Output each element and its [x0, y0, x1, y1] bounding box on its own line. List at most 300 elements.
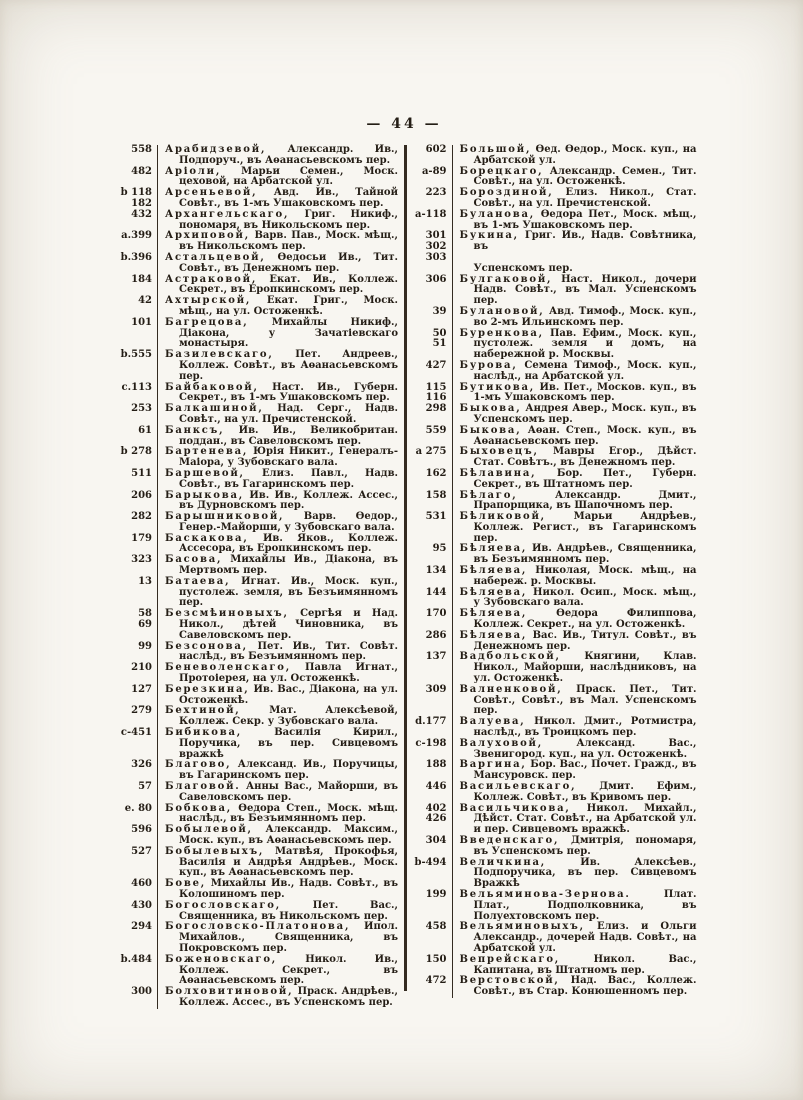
entry-surname: Ахтырской, [165, 295, 252, 307]
ref-number: 306 [425, 273, 447, 285]
entry-text [165, 879, 398, 901]
entry-details: Михайлы Ив., Надв. Совѣт., въ Колошиномъ пер. [179, 878, 398, 900]
ref-number: 101 [131, 316, 152, 328]
entry-details: Григ. Никиф., пономаря, въ Никольскомъ пер. [179, 208, 398, 231]
directory-entry [111, 642, 398, 664]
ref-number: 282 [131, 511, 152, 523]
entry-text [460, 922, 697, 954]
directory-entry [111, 728, 398, 760]
entry-surname: Безсмѣиновыхъ, [165, 608, 289, 620]
entry-surname: Бѣлавина, [459, 467, 537, 479]
entry-details: Пет. Андреев., Коллеж. Совѣт., въ Аѳанасьевскомъ пер. [179, 349, 398, 382]
entry-text [165, 782, 398, 804]
entry-details: Никол. Осип., Моск. мѣщ., у Зубовскаго вала. [473, 586, 697, 609]
entry-ref-numbers [411, 307, 452, 329]
entry-ref-numbers [111, 491, 157, 513]
directory-entry [111, 188, 398, 210]
directory-entry [111, 685, 398, 707]
ref-number: 13 [138, 575, 152, 587]
entry-surname: Бѣляева, [459, 608, 528, 620]
ref-number: 482 [131, 165, 152, 177]
entry-details: Праск. Андрѣев., Коллеж. Ассес., въ Успенскомъ пер. [179, 986, 398, 1008]
entry-ref-numbers [111, 555, 157, 577]
entry-details: Ив. Андрѣев., Священника, въ Безъимянномъ пер. [473, 543, 697, 566]
entry-body [452, 361, 697, 383]
ref-number: a-89 [421, 165, 447, 177]
directory-entry [111, 275, 398, 297]
directory-entry [411, 804, 697, 836]
entry-surname: Богословско-Платонова, [165, 921, 351, 933]
entry-details: Екат. Григ., Моск. мѣщ., на ул. Остоженкѣ. [179, 295, 398, 317]
entry-surname: Васильевскаго, [459, 781, 577, 793]
entry-details: Плат. Плат., Подполковника, въ Полуехтовскомъ пер. [473, 888, 697, 922]
directory-entry [111, 879, 398, 901]
entry-details: Никол. Вас., Капитана, въ Штатномъ пер. [473, 953, 697, 976]
entry-details: Андрея Авер., Моск. куп., въ Успенскомъ пер. [473, 403, 697, 425]
ref-number: 460 [131, 878, 152, 890]
entry-body [452, 631, 697, 653]
entry-details: Вас. Ив., Титул. Совѣт., въ Денежномъ пер. [473, 629, 697, 652]
directory-entry [111, 253, 398, 275]
entry-ref-numbers [111, 167, 157, 189]
entry-ref-numbers [411, 588, 452, 610]
entry-text [460, 231, 697, 253]
entry-text [460, 858, 697, 890]
entry-surname: Быкова, [459, 403, 522, 415]
entry-details: Ѳед. Ѳедор., Моск. куп., на Арбатской ул. [473, 144, 697, 166]
entry-text [165, 318, 398, 350]
entry-surname: Астраковой, [165, 273, 258, 285]
entry-body [157, 685, 398, 707]
entry-body [452, 329, 697, 361]
entry-body [452, 469, 697, 491]
entry-ref-numbers [411, 404, 452, 426]
ref-number: 427 [425, 359, 447, 371]
entry-surname: Боженовскаго, [165, 953, 278, 965]
directory-entry [411, 922, 697, 954]
column-divider-rule [404, 145, 407, 991]
directory-entry [411, 652, 697, 684]
entry-details: Дмитрія, пономаря, въ Успенскомъ пер. [473, 835, 697, 857]
entry-ref-numbers [411, 652, 452, 684]
ref-number: e. 80 [124, 802, 152, 814]
entry-text [460, 588, 697, 610]
entry-body [157, 491, 398, 513]
entry-surname: Барыкова, [165, 489, 245, 501]
ref-number: b-494 [414, 856, 447, 868]
ref-number: 61 [138, 424, 152, 436]
entry-surname: Булановой, [459, 305, 545, 317]
entry-surname: Басова, [165, 554, 223, 566]
entry-ref-numbers [111, 879, 157, 901]
entry-surname: Валненковой, [459, 683, 563, 695]
entry-text [460, 491, 697, 513]
entry-surname: Архангельскаго, [165, 208, 290, 220]
directory-entry [111, 383, 398, 405]
entry-details: Наст. Ив., Губерн. Секрет., въ 1-мъ Ушаковскомъ пер. [179, 381, 398, 404]
entry-details: Ив. Ив., Коллеж. Ассес., въ Дурновскомъ пер. [179, 489, 398, 512]
entry-ref-numbers [111, 955, 157, 987]
entry-text [165, 167, 398, 189]
ref-number: 511 [131, 467, 152, 479]
entry-details: Марьи Андрѣев., Коллеж. Регист., въ Гагаринскомъ пер. [473, 511, 697, 544]
directory-entry [411, 404, 697, 426]
ref-number: a.399 [121, 230, 152, 242]
entry-body [157, 447, 398, 469]
entry-details: Над. Серг., Надв. Совѣт., на ул. Пречистенской. [179, 403, 398, 425]
ref-number: b 278 [120, 446, 152, 458]
directory-entry [111, 167, 398, 189]
entry-surname: Бѣликовой, [459, 511, 546, 523]
entry-body [157, 706, 398, 728]
entry-text [460, 566, 697, 588]
entry-details: Александ. Вас., Звенигород. куп., на ул. Остоженкѣ. [473, 737, 697, 760]
entry-body [452, 566, 697, 588]
entry-surname: Аріоли, [165, 165, 222, 177]
entry-details: Александр. Максим., Моск. куп., въ Аѳанасьевскомъ пер. [179, 824, 398, 846]
entry-ref-numbers [411, 145, 452, 167]
entry-text [165, 491, 398, 513]
entry-surname: Букина, [459, 230, 519, 242]
directory-entry [411, 588, 697, 610]
entry-surname: Вельяминова-Зернова. [459, 888, 631, 900]
ref-number: 179 [131, 532, 152, 544]
entry-surname: Арабидзевой, [165, 144, 267, 155]
ref-number: 137 [425, 651, 447, 663]
entry-body [157, 782, 398, 804]
entry-body [157, 760, 398, 782]
entry-body [157, 534, 398, 556]
ref-number: 182 [131, 197, 152, 209]
entry-details: Пав. Ефим., Моск. куп., пустолеж. земля и домъ, на набережной р. Москвы. [473, 327, 697, 361]
entry-surname: Арсеньевой, [165, 187, 258, 199]
directory-columns [111, 145, 697, 1009]
entry-text [460, 652, 697, 684]
entry-text [460, 631, 697, 653]
entry-ref-numbers [411, 544, 452, 566]
entry-ref-numbers [111, 760, 157, 782]
entry-details: Ипол. Михайлов., Священника, въ Покровскомъ пер. [179, 921, 398, 954]
entry-details: Пет. Ив., Тит. Совѣт. наслѣд., въ Безъимянномъ пер. [179, 640, 398, 663]
directory-entry [411, 231, 697, 274]
ref-number: 326 [131, 759, 152, 771]
entry-body [157, 404, 398, 426]
directory-entry [411, 890, 697, 922]
entry-text [460, 609, 697, 631]
entry-surname: Бобылевой, [165, 824, 253, 836]
page-content [111, 116, 697, 1009]
entry-text [165, 663, 398, 685]
ref-number: 302 [425, 241, 447, 253]
entry-text [460, 544, 697, 566]
entry-surname: Быкова, [459, 424, 522, 436]
entry-details: Александр. Дмит., Прапорщика, въ Шапочномъ пер. [473, 489, 697, 512]
entry-details: Ѳедора Пет., Моск. мѣщ., въ 1-мъ Ушаковскомъ пер. [473, 208, 697, 231]
entry-surname: Батаева, [165, 575, 231, 587]
entry-text [165, 426, 398, 448]
entry-body [452, 167, 697, 189]
entry-ref-numbers [411, 922, 452, 954]
entry-details: Матвѣя, Прокофья, Василія и Андрѣя Андрѣев., Моск. куп., въ Аѳанасьевскомъ пер. [179, 845, 398, 879]
entry-body [452, 858, 697, 890]
entry-body [157, 231, 398, 253]
entry-body [157, 383, 398, 405]
directory-entry [411, 491, 697, 513]
entry-surname: Бѣляева, [459, 629, 528, 641]
entry-text [165, 275, 398, 297]
entry-details: Анны Вас., Майорши, въ Савеловскомъ пер. [179, 781, 398, 803]
entry-ref-numbers [411, 275, 452, 307]
directory-entry [111, 847, 398, 879]
directory-entry [111, 318, 398, 350]
entry-body [452, 188, 697, 210]
directory-entry [111, 955, 398, 987]
entry-body [452, 275, 697, 307]
directory-entry [111, 987, 398, 1009]
entry-surname: Бурова, [459, 359, 518, 371]
directory-entry [411, 145, 697, 167]
directory-entry [411, 426, 697, 448]
entry-surname: Благово, [165, 759, 232, 771]
ref-number: 527 [131, 845, 152, 857]
directory-entry [111, 663, 398, 685]
entry-surname: Балкашиной, [165, 403, 264, 415]
entry-surname: Бѣлаго, [459, 489, 518, 501]
entry-surname: Барышниковой, [165, 511, 285, 523]
entry-text [460, 685, 697, 717]
directory-entry [111, 210, 398, 232]
entry-body [157, 955, 398, 987]
directory-entry [111, 231, 398, 253]
entry-text [460, 447, 697, 469]
entry-details: Пет. Вас., Священника, въ Никольскомъ пер. [179, 899, 398, 922]
ref-number: 426 [425, 813, 447, 825]
entry-surname: Байбаковой, [165, 381, 259, 393]
entry-body [157, 350, 398, 382]
ref-number: 596 [131, 824, 152, 836]
entry-text [460, 955, 697, 977]
entry-body [452, 491, 697, 513]
ref-number: 50 [432, 327, 447, 339]
entry-ref-numbers [111, 512, 157, 534]
directory-entry [411, 836, 697, 858]
entry-text [165, 512, 398, 534]
entry-details: Ѳедосьи Ив., Тит. Совѣт., въ Денежномъ пер. [179, 251, 398, 274]
entry-ref-numbers [111, 253, 157, 275]
directory-entry [411, 512, 697, 544]
entry-surname: Банксъ, [165, 424, 225, 436]
entry-body [452, 955, 697, 977]
entry-ref-numbers [111, 383, 157, 405]
entry-text [165, 231, 398, 253]
entry-details: Михайлы Ив., Діакона, въ Мертвомъ пер. [179, 554, 398, 577]
directory-entry [111, 706, 398, 728]
entry-text [165, 447, 398, 469]
entry-ref-numbers [411, 566, 452, 588]
directory-entry [411, 447, 697, 469]
entry-body [452, 685, 697, 717]
entry-text [165, 534, 398, 556]
entry-surname: Валуева, [459, 716, 526, 728]
entry-body [157, 987, 398, 1009]
directory-entry [111, 901, 398, 923]
entry-body [452, 426, 697, 448]
entry-ref-numbers [411, 383, 452, 405]
entry-body [157, 609, 398, 641]
entry-surname: Баскакова, [165, 532, 249, 544]
entry-details: Княгини, Клав. Никол., Майорши, наслѣдниковъ, на ул. Остоженкѣ. [473, 651, 697, 685]
entry-body [452, 231, 697, 274]
entry-body [452, 307, 697, 329]
entry-text [165, 145, 398, 167]
entry-ref-numbers [411, 955, 452, 977]
page-number: — 44 — [366, 116, 442, 132]
entry-ref-numbers [411, 188, 452, 210]
entry-details: Мавры Егор., Дѣйст. Стат. Совѣтъ., въ Денежномъ пер. [473, 446, 697, 469]
entry-surname: Безсонова, [165, 640, 248, 652]
entry-body [157, 145, 398, 167]
entry-body [452, 976, 697, 998]
entry-body [157, 275, 398, 297]
directory-entry [111, 922, 398, 954]
entry-surname: Бобылевыхъ, [165, 845, 265, 857]
directory-entry [411, 631, 697, 653]
entry-ref-numbers [411, 717, 452, 739]
entry-details: Александр. Семен., Тит. Совѣт., на ул. Остоженкѣ. [473, 165, 697, 188]
ref-number: 99 [138, 640, 152, 652]
directory-entry [411, 329, 697, 361]
ref-number: 559 [425, 424, 447, 436]
ref-number: 458 [425, 921, 447, 933]
ref-number: 402 [425, 802, 447, 814]
entry-details: Мат. Алексѣевой, Коллеж. Секр. у Зубовскаго вала. [179, 705, 398, 728]
entry-text [460, 383, 697, 405]
entry-surname: Валуховой, [459, 737, 544, 749]
entry-surname: Быховецъ, [459, 446, 539, 458]
entry-body [157, 922, 398, 954]
entry-text [460, 307, 697, 329]
directory-entry [111, 804, 398, 826]
entry-body [157, 901, 398, 923]
ref-number: 170 [425, 608, 447, 620]
entry-ref-numbers [111, 782, 157, 804]
entry-ref-numbers [111, 642, 157, 664]
entry-details: Праск. Пет., Тит. Совѣт., Совѣт., въ Мал. Успенскомъ пер. [473, 683, 697, 717]
directory-entry [111, 469, 398, 491]
entry-body [157, 318, 398, 350]
ref-number: 58 [138, 608, 152, 620]
entry-surname: Богословскаго, [165, 899, 282, 911]
entry-text [165, 469, 398, 491]
entry-text [165, 188, 398, 210]
directory-entry [111, 825, 398, 847]
entry-text [165, 555, 398, 577]
entry-ref-numbers [411, 804, 452, 836]
entry-ref-numbers [111, 825, 157, 847]
ref-number: 298 [425, 403, 447, 415]
entry-ref-numbers [111, 534, 157, 556]
entry-ref-numbers [111, 350, 157, 382]
entry-details: Ив. Яков., Коллеж. Ассесора, въ Еропкинскомъ пер. [179, 532, 398, 555]
entry-details: Марьи Семен., Моск. цеховой, на Арбатской ул. [179, 165, 398, 188]
entry-text [460, 426, 697, 448]
directory-entry [111, 145, 398, 167]
entry-body [452, 512, 697, 544]
entry-ref-numbers [111, 901, 157, 923]
entry-surname: Бове, [165, 878, 207, 890]
entry-body [452, 836, 697, 858]
ref-number: b.555 [120, 349, 152, 361]
directory-entry [411, 566, 697, 588]
ref-number: b 118 [120, 187, 152, 199]
entry-body [157, 167, 398, 189]
entry-details: Семена Тимоф., Моск. куп., наслѣд., на Арбатской ул. [473, 359, 697, 382]
entry-details: Дмит. Ефим., Коллеж. Совѣт., въ Кривомъ пер. [473, 781, 697, 803]
entry-body [157, 512, 398, 534]
entry-ref-numbers [411, 231, 452, 274]
entry-ref-numbers [411, 760, 452, 782]
directory-entry [111, 577, 398, 609]
entry-text [460, 361, 697, 383]
entry-text [460, 145, 697, 167]
entry-surname: Бобкова, [165, 802, 233, 814]
ref-number: 42 [138, 295, 152, 307]
entry-details: Елиз. и Ольги Александр., дочерей Надв. Совѣт., на Арбатской ул. [473, 921, 697, 954]
entry-text [165, 760, 398, 782]
entry-details: Аѳан. Степ., Моск. куп., въ Аѳанасьевскомъ пер. [473, 424, 697, 447]
entry-text [460, 782, 697, 804]
directory-entry [411, 955, 697, 977]
entry-ref-numbers [411, 836, 452, 858]
entry-details: Ѳедора Степ., Моск. мѣщ. наслѣд., въ Безъимянномъ пер. [179, 802, 398, 825]
ref-number: 39 [432, 305, 447, 317]
ref-number: b.484 [120, 953, 152, 965]
entry-details: Александ. Ив., Поручицы, въ Гагаринскомъ пер. [179, 759, 398, 782]
entry-surname: Буланова, [459, 208, 536, 220]
entry-surname: Буренкова, [459, 327, 544, 339]
entry-text [165, 706, 398, 728]
ref-number: 115 [425, 381, 447, 393]
entry-ref-numbers [411, 491, 452, 513]
ref-number: 309 [425, 683, 447, 695]
entry-ref-numbers [111, 231, 157, 253]
entry-ref-numbers [411, 329, 452, 361]
ref-number: 127 [131, 683, 152, 695]
entry-text [460, 836, 697, 858]
ref-number: 279 [131, 705, 152, 717]
directory-entry [411, 210, 697, 232]
entry-details: Николая, Моск. мѣщ., на набереж. р. Москвы. [473, 565, 697, 587]
entry-surname: Багрецова, [165, 316, 249, 328]
entry-surname: Борецкаго, [459, 165, 544, 177]
entry-ref-numbers [111, 728, 157, 760]
entry-details: Михайлы Никиф., Діакона, у Зачатіевскаго монастыря. [179, 316, 398, 350]
entry-body [452, 717, 697, 739]
entry-details: Никол. Дмит., Ротмистра, наслѣд., въ Троицкомъ пер. [473, 716, 697, 739]
ref-number: c.113 [121, 381, 152, 393]
entry-ref-numbers [111, 706, 157, 728]
entry-surname: Бѣляева, [459, 543, 528, 555]
ref-number: 602 [425, 144, 447, 155]
entry-body [157, 253, 398, 275]
entry-ref-numbers [411, 782, 452, 804]
entry-details: Авд. Ив., Тайной Совѣт., въ 1-мъ Ушаковскомъ пер. [179, 187, 398, 209]
entry-surname: Введенскаго, [459, 835, 560, 846]
entry-details: Авд. Тимоф., Моск. куп., во 2-мъ Ильинскомъ пер. [473, 305, 697, 328]
entry-body [452, 782, 697, 804]
entry-text [460, 329, 697, 361]
entry-body [157, 577, 398, 609]
